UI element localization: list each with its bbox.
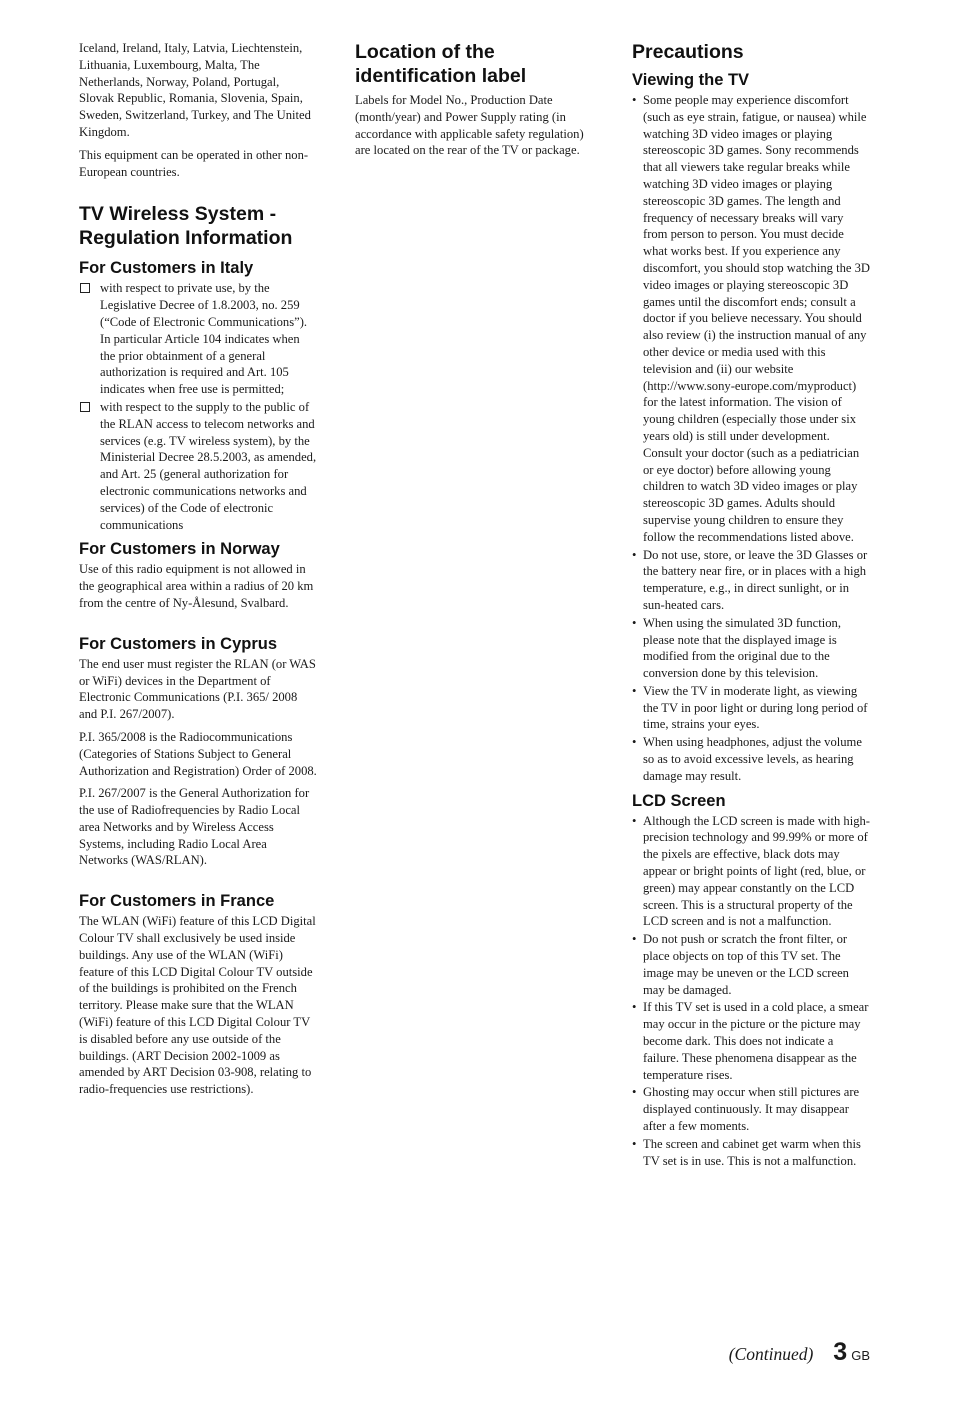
identification-label-heading: Location of the identification label — [355, 41, 527, 87]
norway-text: Use of this radio equipment is not allowed in the geographical area within a radius of 20 km from the centre of Ny-Ålesund, Svalbard. — [79, 562, 314, 610]
france-text: The WLAN (WiFi) feature of this LCD Digital Colour TV shall exclusively be used inside buildings. Any use of the WLAN (WiFi) feature of this LCD Digital Colour TV outside of the buildings is prohibited on the French territory. Please make sure that the WLAN (WiFi) feature of this LCD Digital Colour TV is disabled before any use outside of the buildings. (ART Decision 2002-1009 as amended by ART Decision 03-908, relating to radio-frequencies use restrictions). — [79, 914, 316, 1097]
precautions-heading: Precautions — [632, 41, 744, 63]
italy-list — [79, 280, 317, 533]
cyprus-paragraph-1: The end user must register the RLAN (or WAS or WiFi) devices in the Department of Electronic Communications (P.I. 365/ 2008 and P.I. 267/2007). — [79, 656, 316, 722]
italy-list-item: with respect to the supply to the public of the RLAN access to telecom networks and services (e.g. TV wireless system), by the Ministerial Decree 28.5.2003, as amended, and Art. 25 (general authorization for electronic communications networks and services) of the Code of electronic communications — [79, 399, 317, 533]
column-right — [632, 40, 870, 1175]
lcd-screen-item: • Although the LCD screen is made with high-precision technology and 99.99% or more of the pixels are effective, black dots may appear or bright points of light (red, blue, or green) may appear constantly on the LCD screen. This is a structural property of the LCD screen and is not a malfunction. — [632, 813, 870, 931]
cyprus-heading: For Customers in Cyprus — [79, 634, 278, 653]
lcd-screen-item: • Ghosting may occur when still pictures are displayed continuously. It may disappear after a few moments. — [632, 1084, 870, 1134]
column-middle — [355, 40, 593, 165]
wireless-regulation-heading: TV Wireless System - Regulation Information — [79, 203, 293, 250]
cyprus-paragraph-2: P.I. 365/2008 is the Radiocommunications (Categories of Stations Subject to General Authorization and Registration) Order of 2008. — [79, 729, 317, 778]
lcd-screen-item: • Do not push or scratch the front filter, or place objects on top of this TV set. The image may be uneven or the LCD screen may be damaged. — [632, 931, 870, 998]
intro-paragraph-non-european: This equipment can be operated in other non-European countries. — [79, 147, 309, 179]
lcd-screen-item: • The screen and cabinet get warm when this TV set is in use. This is not a malfunction. — [632, 1136, 870, 1170]
viewing-tv-item: • When using the simulated 3D function, please note that the displayed image is modified from the original due to the conversion done by this television. — [632, 615, 870, 682]
italy-list-item: with respect to private use, by the Legislative Decree of 1.8.2003, no. 259 (“Code of Electronic Communications”). In particular Article 104 indicates when the prior obtainment of a general authorization is required and Art. 105 indicates when free use is permitted; — [79, 280, 317, 398]
intro-paragraph-countries: Iceland, Ireland, Italy, Latvia, Liechtenstein, Lithuania, Luxembourg, Malta, The Netherlands, Norway, Poland, Portugal, Slovak Republic, Romania, Slovenia, Spain, Sweden, Switzerland, Turkey, and The United Kingdom. — [79, 41, 311, 139]
norway-heading: For Customers in Norway — [79, 540, 280, 559]
identification-label-text: Labels for Model No., Production Date (month/year) and Power Supply rating (in accordance with applicable safety regulation) are located on the rear of the TV or package. — [355, 93, 584, 158]
page-footer — [729, 1338, 870, 1367]
lcd-screen-heading: LCD Screen — [632, 791, 726, 810]
viewing-tv-item: • When using headphones, adjust the volume so as to avoid excessive levels, as hearing damage may result. — [632, 734, 870, 784]
lcd-screen-list — [632, 813, 870, 1170]
viewing-tv-item: • View the TV in moderate light, as viewing the TV in poor light or during long period of time, strains your eyes. — [632, 683, 870, 733]
lcd-screen-item: • If this TV set is used in a cold place, a smear may occur in the picture or the picture may become dark. This does not indicate a failure. These phenomena disappear as the temperature rises. — [632, 999, 870, 1083]
viewing-tv-list — [632, 92, 870, 785]
viewing-tv-heading: Viewing the TV — [632, 71, 750, 89]
italy-heading: For Customers in Italy — [79, 259, 254, 278]
continued-label: (Continued) — [728, 1344, 814, 1364]
viewing-tv-item: • Do not use, store, or leave the 3D Glasses or the battery near fire, or in places with a high temperature, e.g., in direct sunlight, or in sun-heated cars. — [632, 547, 870, 614]
region-code: GB — [851, 1348, 870, 1363]
viewing-tv-item: • Some people may experience discomfort (such as eye strain, fatigue, or nausea) while watching 3D video images or playing stereoscopic 3D games. Sony recommends that all viewers take regular breaks while watching 3D video images or playing stereoscopic 3D games. The length and frequency of necessary breaks will vary from person to person. You must decide what works best. If you experience any discomfort, you should stop watching the 3D video images or playing stereoscopic 3D games until the discomfort ends; consult a doctor if you believe necessary. You should also review (i) the instruction manual of any other device or media used with this television and (ii) our website (http://www.sony-europe.com/myproduct) for the latest information. The vision of young children (especially those under six years old) is still under development. Consult your doctor (such as a pediatrician or eye doctor) before allowing young children to watch 3D video images or play stereoscopic 3D games. Adults should supervise young children to ensure they follow the recommendations listed above. — [632, 92, 870, 546]
cyprus-paragraph-3: P.I. 267/2007 is the General Authorization for the use of Radiofrequencies by Radio Local area Networks and by Wireless Access Systems, including Radio Local Area Networks (WAS/RLAN). — [79, 786, 310, 868]
france-heading: For Customers in France — [79, 892, 275, 911]
column-left — [79, 40, 317, 1104]
page-number: 3 — [833, 1338, 848, 1366]
